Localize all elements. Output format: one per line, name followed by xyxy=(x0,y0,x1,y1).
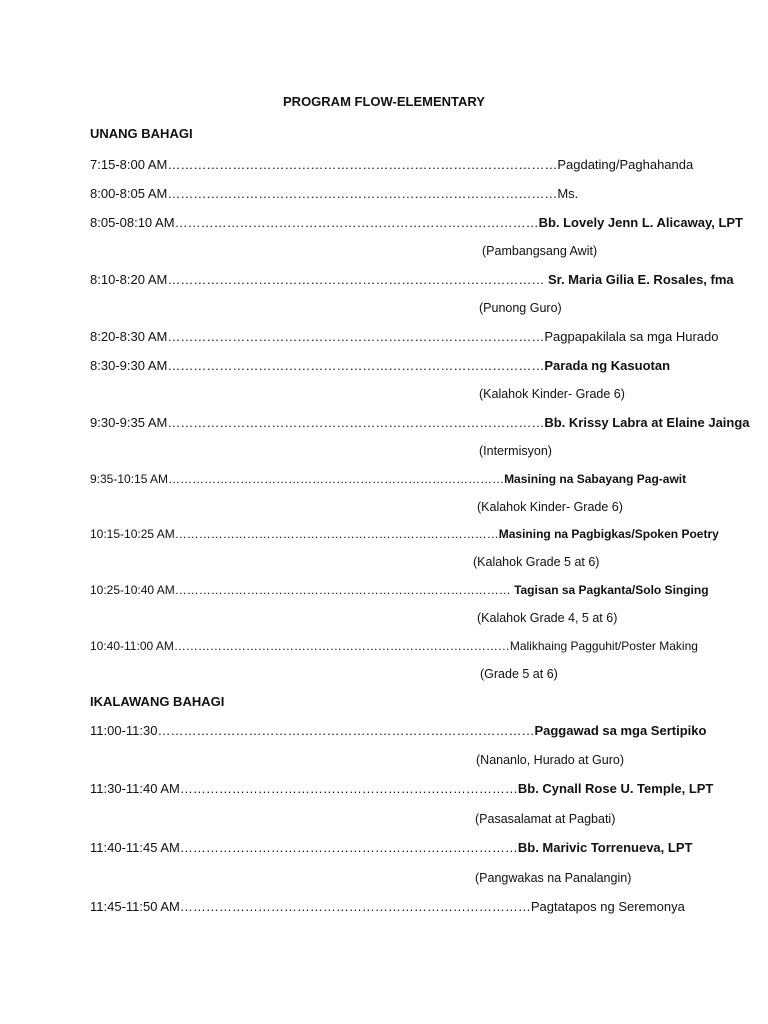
row-leader-dots: ………………………………………………………………………… xyxy=(174,215,539,230)
row-subtitle: (Kalahok Grade 4, 5 at 6) xyxy=(477,611,618,625)
row-activity: Masining na Sabayang Pag-awit xyxy=(504,472,687,486)
row-subtitle: (Nananlo, Hurado at Guro) xyxy=(476,753,624,767)
row-activity: Bb. Cynall Rose U. Temple, LPT xyxy=(517,781,714,796)
row-activity: Parada ng Kasuotan xyxy=(544,358,671,373)
row-leader-dots: ……………………………………………………………………… xyxy=(174,527,499,541)
section-heading-ikalawang-bahagi: IKALAWANG BAHAGI xyxy=(90,694,225,709)
row-time: 8:00-8:05 AM xyxy=(90,186,168,201)
row-time: 11:40-11:45 AM xyxy=(90,840,180,855)
schedule-row xyxy=(90,357,670,375)
schedule-row xyxy=(90,470,686,488)
row-leader-dots: ……………………………………………………………………………… xyxy=(167,157,558,172)
row-leader-dots: …………………………………………………………………………… xyxy=(167,329,545,344)
row-time: 8:30-9:30 AM xyxy=(90,358,168,373)
schedule-row xyxy=(90,414,750,432)
row-leader-dots: ……………………………………………………………………… xyxy=(179,899,531,914)
row-time: 9:30-9:35 AM xyxy=(90,415,168,430)
section-heading-unang-bahagi: UNANG BAHAGI xyxy=(90,126,193,141)
row-activity: Bb. Lovely Jenn L. Alicaway, LPT xyxy=(538,215,744,230)
row-activity: Masining na Pagbigkas/Spoken Poetry xyxy=(498,527,719,541)
row-leader-dots: ………………………………………………………………………… xyxy=(168,472,505,486)
row-leader-dots: ……………………………………………………………………………… xyxy=(167,186,558,201)
row-time: 8:05-08:10 AM xyxy=(90,215,175,230)
row-subtitle: (Grade 5 at 6) xyxy=(480,667,558,681)
row-time: 10:25-10:40 AM xyxy=(90,583,175,597)
row-time: 11:45-11:50 AM xyxy=(90,899,180,914)
schedule-row xyxy=(90,525,719,543)
row-time: 9:35-10:15 AM xyxy=(90,472,169,486)
row-activity: Bb. Marivic Torrenueva, LPT xyxy=(517,840,693,855)
row-leader-dots: …………………………………………………………………… xyxy=(179,840,518,855)
row-subtitle: (Pangwakas na Panalangin) xyxy=(475,871,632,885)
row-leader-dots: …………………………………………………………………………… xyxy=(167,272,545,287)
row-leader-dots: …………………………………………………………………………… xyxy=(167,358,545,373)
row-activity: Ms. xyxy=(557,186,579,201)
schedule-row xyxy=(90,780,713,798)
row-activity: Pagdating/Paghahanda xyxy=(557,157,694,172)
row-time: 8:10-8:20 AM xyxy=(90,272,168,287)
row-leader-dots: …………………………………………………………………………… xyxy=(157,723,535,738)
row-leader-dots: …………………………………………………………………………… xyxy=(167,415,545,430)
schedule-row xyxy=(90,156,693,174)
document-title: PROGRAM FLOW-ELEMENTARY xyxy=(283,94,485,109)
row-leader-dots: ………………………………………………………………………… xyxy=(174,583,511,597)
row-time: 7:15-8:00 AM xyxy=(90,157,168,172)
schedule-row xyxy=(90,581,709,599)
row-subtitle: (Pasasalamat at Pagbati) xyxy=(475,812,616,826)
schedule-row xyxy=(90,185,578,203)
row-activity: Pagtatapos ng Seremonya xyxy=(530,899,685,914)
row-subtitle: (Kalahok Kinder- Grade 6) xyxy=(479,387,625,401)
row-leader-dots: ………………………………………………………………………… xyxy=(173,639,510,653)
row-activity: Sr. Maria Gilia E. Rosales, fma xyxy=(544,272,734,287)
schedule-row xyxy=(90,637,698,655)
row-time: 8:20-8:30 AM xyxy=(90,329,168,344)
schedule-row xyxy=(90,328,719,346)
row-time: 10:40-11:00 AM xyxy=(90,639,174,653)
row-activity: Malikhaing Pagguhit/Poster Making xyxy=(509,639,698,653)
row-subtitle: (Intermisyon) xyxy=(479,444,552,458)
row-activity: Bb. Krissy Labra at Elaine Jainga xyxy=(544,415,750,430)
row-time: 11:30-11:40 AM xyxy=(90,781,180,796)
schedule-row xyxy=(90,722,706,740)
schedule-row xyxy=(90,214,743,232)
schedule-row xyxy=(90,839,692,857)
row-subtitle: (Kalahok Kinder- Grade 6) xyxy=(477,500,623,514)
schedule-row xyxy=(90,898,685,916)
row-time: 11:00-11:30 xyxy=(90,723,158,738)
row-subtitle: (Pambangsang Awit) xyxy=(482,244,598,258)
row-leader-dots: …………………………………………………………………… xyxy=(179,781,518,796)
row-activity: Tagisan sa Pagkanta/Solo Singing xyxy=(510,583,709,597)
row-activity: Paggawad sa mga Sertipiko xyxy=(534,723,707,738)
row-time: 10:15-10:25 AM xyxy=(90,527,175,541)
row-subtitle: (Punong Guro) xyxy=(479,301,562,315)
row-subtitle: (Kalahok Grade 5 at 6) xyxy=(473,555,600,569)
row-activity: Pagpapakilala sa mga Hurado xyxy=(544,329,719,344)
schedule-row xyxy=(90,271,734,289)
